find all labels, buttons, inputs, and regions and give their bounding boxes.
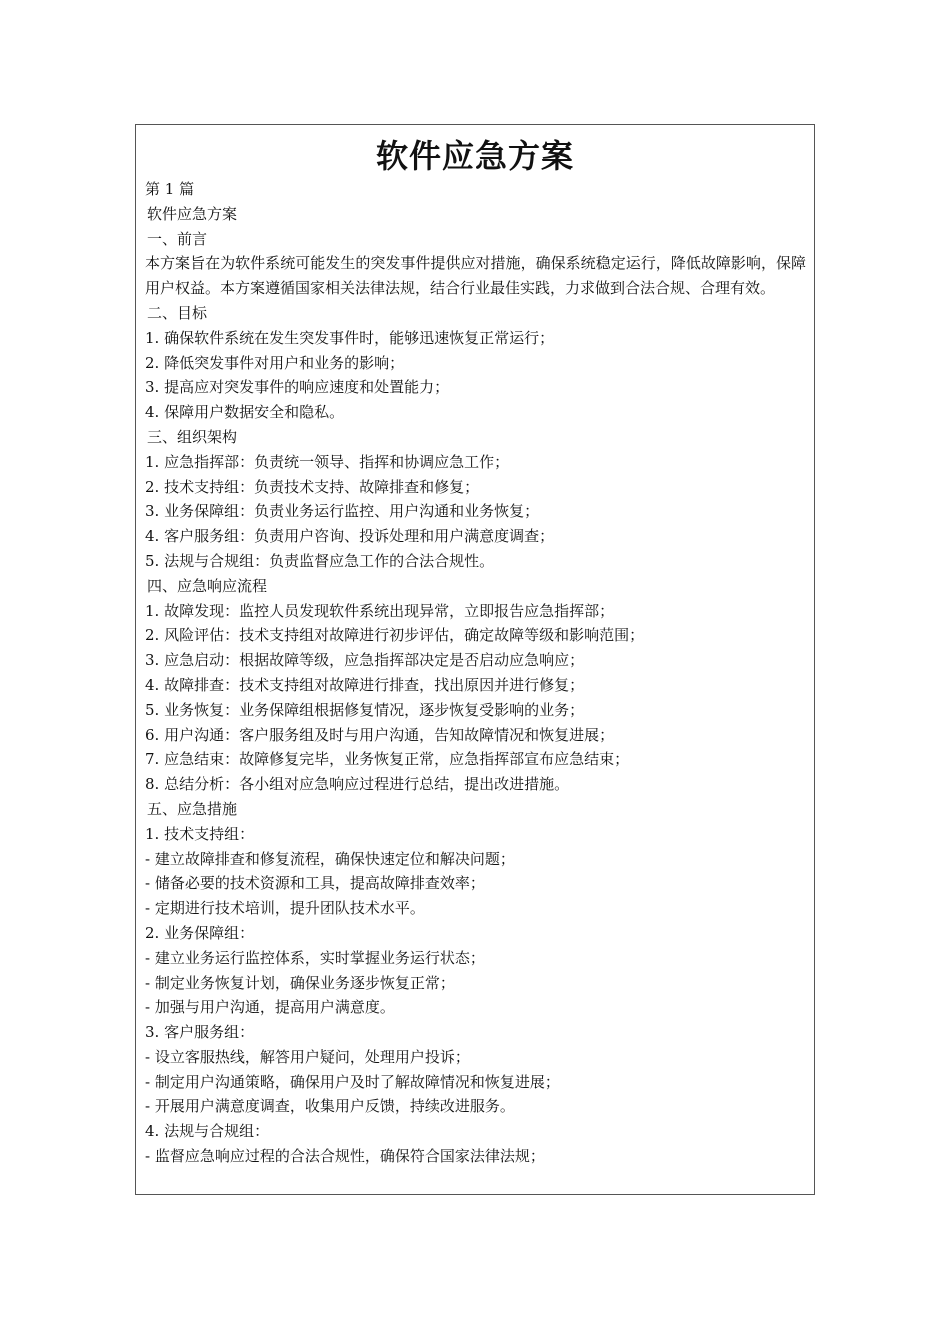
document-line: 4. 保障用户数据安全和隐私。 (145, 403, 345, 422)
document-line: 4. 客户服务组：负责用户咨询、投诉处理和用户满意度调查； (145, 527, 555, 546)
document-body (145, 177, 806, 1169)
document-line: 4. 故障排查：技术支持组对故障进行排查，找出原因并进行修复； (145, 675, 585, 694)
document-line: 2. 风险评估：技术支持组对故障进行初步评估，确定故障等级和影响范围； (145, 626, 645, 645)
document-frame (135, 124, 815, 1195)
document-line: 五、应急措施 (147, 799, 238, 818)
document-line: 1. 技术支持组： (145, 824, 255, 843)
document-line: 四、应急响应流程 (147, 576, 268, 595)
document-line: 5. 法规与合规组：负责监督应急工作的合法合规性。 (145, 551, 495, 570)
document-line: 2. 降低突发事件对用户和业务的影响； (145, 353, 405, 372)
document-line: 3. 客户服务组： (145, 1023, 255, 1042)
document-line: - 建立业务运行监控体系，实时掌握业务运行状态； (145, 948, 485, 967)
document-line: 1. 应急指挥部：负责统一领导、指挥和协调应急工作； (145, 452, 510, 471)
document-line: 8. 总结分析：各小组对应急响应过程进行总结，提出改进措施。 (145, 775, 570, 794)
document-line: 一、前言 (147, 229, 208, 248)
document-line: 6. 用户沟通：客户服务组及时与用户沟通，告知故障情况和恢复进展； (145, 725, 615, 744)
document-line: 3. 业务保障组：负责业务运行监控、用户沟通和业务恢复； (145, 502, 540, 521)
document-line: - 开展用户满意度调查，收集用户反馈，持续改进服务。 (145, 1097, 515, 1116)
document-line: - 储备必要的技术资源和工具，提高故障排查效率； (145, 874, 485, 893)
document-line: 4. 法规与合规组： (145, 1122, 270, 1141)
document-line: - 加强与用户沟通，提高用户满意度。 (145, 998, 395, 1017)
document-line: 1. 确保软件系统在发生突发事件时，能够迅速恢复正常运行； (145, 328, 555, 347)
document-line: 二、目标 (147, 303, 208, 322)
document-line: - 制定业务恢复计划，确保业务逐步恢复正常； (145, 973, 455, 992)
document-line: - 制定用户沟通策略，确保用户及时了解故障情况和恢复进展； (145, 1072, 560, 1091)
document-line: 7. 应急结束：故障修复完毕，业务恢复正常，应急指挥部宣布应急结束； (145, 750, 630, 769)
document-line: 3. 提高应对突发事件的响应速度和处置能力； (145, 378, 450, 397)
document-line: 5. 业务恢复：业务保障组根据修复情况，逐步恢复受影响的业务； (145, 700, 585, 719)
document-line: - 监督应急响应过程的合法合规性，确保符合国家法律法规； (145, 1147, 545, 1166)
document-line: 软件应急方案 (147, 204, 238, 223)
document-line: 2. 业务保障组： (145, 923, 255, 942)
document-line: 3. 应急启动：根据故障等级，应急指挥部决定是否启动应急响应； (145, 651, 585, 670)
document-title: 软件应急方案 (375, 137, 574, 175)
document-line: - 定期进行技术培训，提升团队技术水平。 (145, 899, 425, 918)
document-line: 第 1 篇 (145, 180, 195, 198)
document-line: 1. 故障发现：监控人员发现软件系统出现异常，立即报告应急指挥部； (145, 601, 615, 620)
document-line: - 建立故障排查和修复流程，确保快速定位和解决问题； (145, 849, 515, 868)
document-line: 2. 技术支持组：负责技术支持、故障排查和修复； (145, 477, 480, 496)
document-line: - 设立客服热线，解答用户疑问，处理用户投诉； (145, 1047, 470, 1066)
document-paragraph: 本方案旨在为软件系统可能发生的突发事件提供应对措施，确保系统稳定运行，降低故障影响，保障用户权益。本方案遵循国家相关法律法规，结合行业最佳实践，力求做到合法合规、合理有效。 (145, 254, 806, 298)
document-line: 三、组织架构 (147, 427, 238, 446)
